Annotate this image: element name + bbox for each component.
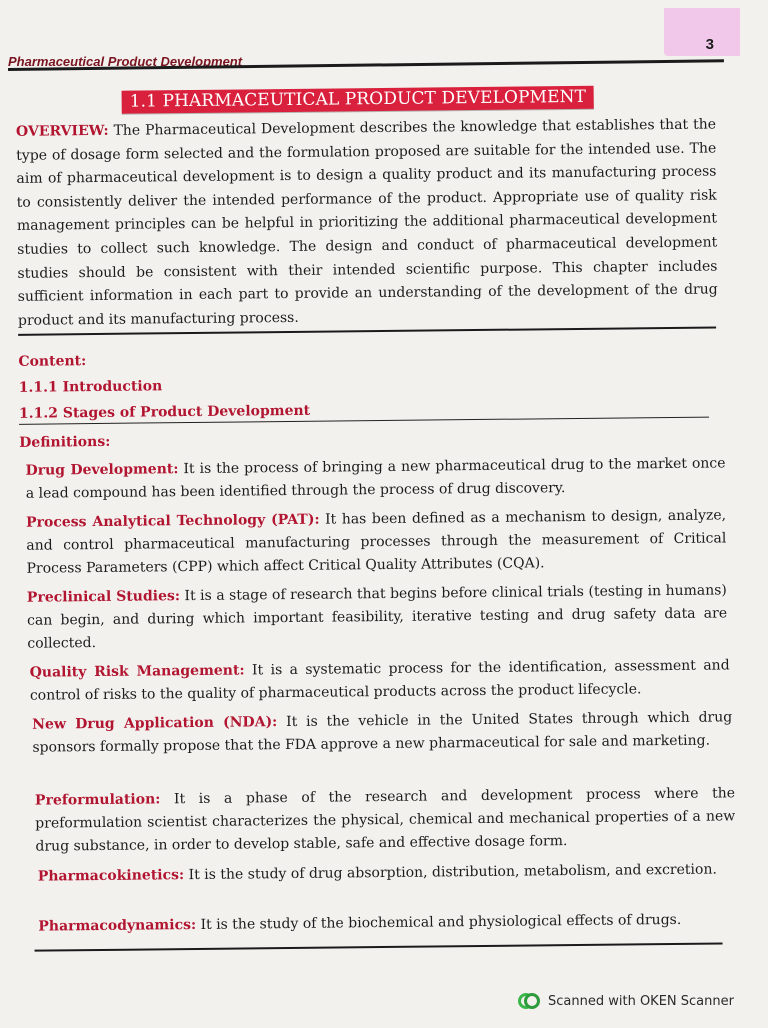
- definition-term: Drug Development:: [25, 461, 179, 479]
- scanner-watermark-text: Scanned with OKEN Scanner: [548, 993, 734, 1009]
- toc-item-stages: 1.1.2 Stages of Product Development: [18, 402, 311, 422]
- definition-text: It is the study of drug absorption, distribution, metabolism, and excretion.: [188, 861, 717, 884]
- oken-scanner-logo-icon: [518, 992, 538, 1010]
- definition-text: It is a phase of the research and development process where the preformulation scientist characterizes the physical, chemical and mechanical properties of a new drug substance, in order to develop stable, safe and effective dosage form.: [35, 785, 736, 855]
- definition-term: Pharmacodynamics:: [38, 916, 197, 935]
- running-header: Pharmaceutical Product Development: [8, 54, 243, 69]
- definition-nda: [32, 706, 732, 759]
- scanner-watermark: [518, 992, 734, 1010]
- definition-term: New Drug Application (NDA):: [32, 714, 278, 733]
- definition-text: It is the process of bringing a new pharmaceutical drug to the market once a lead compound has been identified through the process of drug discovery.: [25, 455, 726, 502]
- definition-qrm: [30, 654, 730, 707]
- overview-text: The Pharmaceutical Development describes the knowledge that establishes that the type of dosage form selected and the formulation proposed are suitable for the intended use. The aim of pharmaceutical development is to design a quality product and its manufacturing process to consistently deliver the intended performance of the product. Appropriate use of quality risk management principles can be helpful in prioritizing the additional pharmaceutical development studies to collect such knowledge. The design and conduct of pharmaceutical development studies should be consistent with their intended scientific purpose. This chapter includes sufficient information in each part to provide an understanding of the development of the drug product and its manufacturing process.: [16, 116, 718, 329]
- toc-item-introduction: 1.1.1 Introduction: [18, 378, 163, 396]
- definition-term: Preformulation:: [34, 791, 161, 809]
- definition-text: It has been defined as a mechanism to design, analyze, and control pharmaceutical manufacturing processes through the measurement of Critical Process Parameters (CPP) which affect Critical Quality Attributes (CQA).: [26, 507, 727, 577]
- content-heading: Content:: [18, 353, 87, 370]
- definition-preclinical: [27, 579, 728, 655]
- bottom-rule: [35, 942, 723, 951]
- definition-text: It is a systematic process for the identification, assessment and control of risks to the quality of pharmaceutical products across the product lifecycle.: [29, 657, 730, 704]
- definition-pharmacodynamics: [38, 908, 738, 938]
- page-number: 3: [705, 36, 714, 53]
- definition-text: It is the vehicle in the United States through which drug sponsors formally propose that the FDA approve a new pharmaceutical for sale and marketing.: [32, 709, 733, 756]
- definition-drug-development: [25, 452, 725, 505]
- overview-label: OVERVIEW:: [15, 122, 109, 140]
- definition-pat: [26, 504, 727, 580]
- definition-term: Pharmacokinetics:: [37, 867, 185, 885]
- section-title: 1.1 PHARMACEUTICAL PRODUCT DEVELOPMENT: [122, 86, 595, 114]
- definition-text: It is the study of the biochemical and physiological effects of drugs.: [200, 911, 682, 933]
- overview-paragraph: [16, 114, 718, 334]
- definition-pharmacokinetics: [38, 858, 738, 888]
- definition-text: It is a stage of research that begins before clinical trials (testing in humans) can begin, and during which important feasibility, iterative testing and drug safety data are collected.: [27, 582, 728, 652]
- definition-term: Process Analytical Technology (PAT):: [26, 511, 320, 531]
- definition-term: Quality Risk Management:: [29, 662, 245, 681]
- definitions-heading: Definitions:: [19, 433, 111, 451]
- definition-term: Preclinical Studies:: [26, 588, 181, 606]
- definition-preformulation: [35, 782, 736, 858]
